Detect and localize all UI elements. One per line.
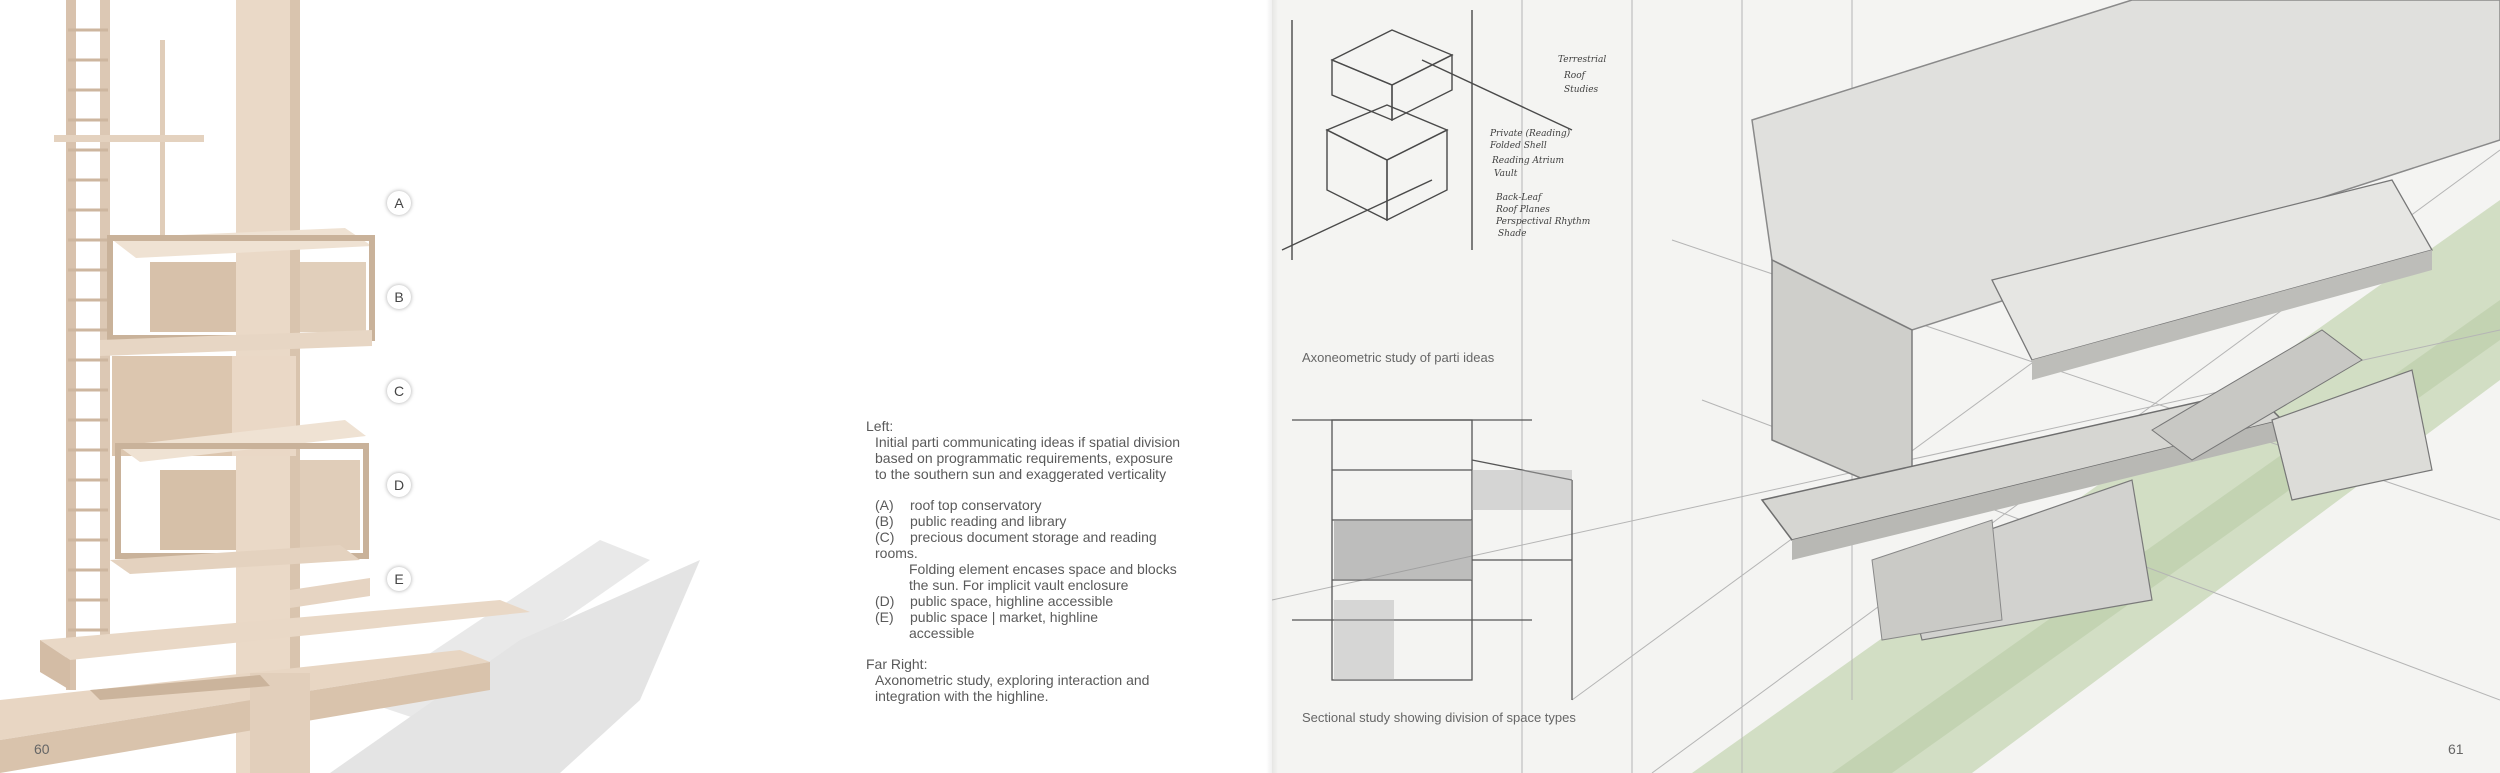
list-item-d — [866, 593, 1226, 609]
marker-b: B — [387, 285, 411, 309]
list-item-e — [866, 609, 1226, 625]
list-item-c-extra-1: Folding element encases space and blocks — [909, 561, 1177, 577]
marker-a: A — [387, 191, 411, 215]
svg-text:Perspectival Rhythm: Perspectival Rhythm — [1496, 217, 1591, 227]
page-gutter — [1266, 0, 1278, 773]
list-item-text: roof top conservatory — [910, 497, 1042, 513]
svg-text:Vault: Vault — [1494, 169, 1518, 179]
svg-text:Folded Shell: Folded Shell — [1490, 141, 1547, 151]
svg-text:Roof Planes: Roof Planes — [1496, 205, 1550, 215]
page-number-left: 60 — [34, 741, 50, 757]
axonometric-sketch — [1272, 0, 2500, 773]
left-description-line-1: Initial parti communicating ideas if spatial division — [875, 434, 1181, 450]
right-page — [1272, 0, 2500, 773]
left-description-line-2: based on programmatic requirements, exposure — [875, 450, 1174, 466]
list-item-b — [866, 513, 1226, 529]
list-item-label: (B) — [875, 513, 894, 529]
svg-text:Back-Leaf: Back-Leaf — [1496, 193, 1542, 203]
svg-text:Studies: Studies — [1564, 85, 1599, 95]
list-item-text: public space, highline accessible — [910, 593, 1114, 609]
far-right-heading: Far Right: — [866, 656, 928, 672]
svg-text:Shade: Shade — [1498, 229, 1527, 239]
list-item-text: public reading and library — [910, 513, 1067, 529]
far-right-description-line-2: integration with the highline. — [875, 688, 1049, 704]
program-list — [866, 497, 1226, 641]
caption-axonometric: Axoneometric study of parti ideas — [1302, 350, 1495, 365]
list-item-label: (A) — [875, 497, 894, 513]
left-description-line-3: to the southern sun and exaggerated verticality — [875, 466, 1167, 482]
description-text — [866, 418, 1226, 704]
svg-text:Private (Reading): Private (Reading) — [1490, 129, 1571, 139]
list-item-a — [866, 497, 1226, 513]
left-heading: Left: — [866, 418, 894, 434]
caption-sectional: Sectional study showing division of space types — [1302, 710, 1576, 725]
svg-text:Terrestrial: Terrestrial — [1558, 55, 1607, 65]
page-number-right: 61 — [2448, 741, 2464, 757]
svg-text:Roof: Roof — [1564, 71, 1585, 81]
list-item-label: (E) — [875, 609, 894, 625]
list-item-label: (D) — [875, 593, 895, 609]
list-item-text: precious document storage and reading — [910, 529, 1157, 545]
far-right-description-line-1: Axonometric study, exploring interaction and — [875, 672, 1150, 688]
marker-c: C — [387, 379, 411, 403]
svg-text:Reading Atrium: Reading Atrium — [1492, 156, 1564, 166]
list-item-text: public space | market, highline — [910, 609, 1099, 625]
marker-e: E — [387, 567, 411, 591]
list-item-e-wrap: accessible — [909, 625, 975, 641]
model-photo — [0, 0, 720, 773]
list-item-c — [866, 529, 1226, 545]
marker-d: D — [387, 473, 411, 497]
list-item-c-wrap: rooms. — [875, 545, 918, 561]
list-item-label: (C) — [875, 529, 895, 545]
list-item-c-extra-2: the sun. For implicit vault enclosure — [909, 577, 1129, 593]
